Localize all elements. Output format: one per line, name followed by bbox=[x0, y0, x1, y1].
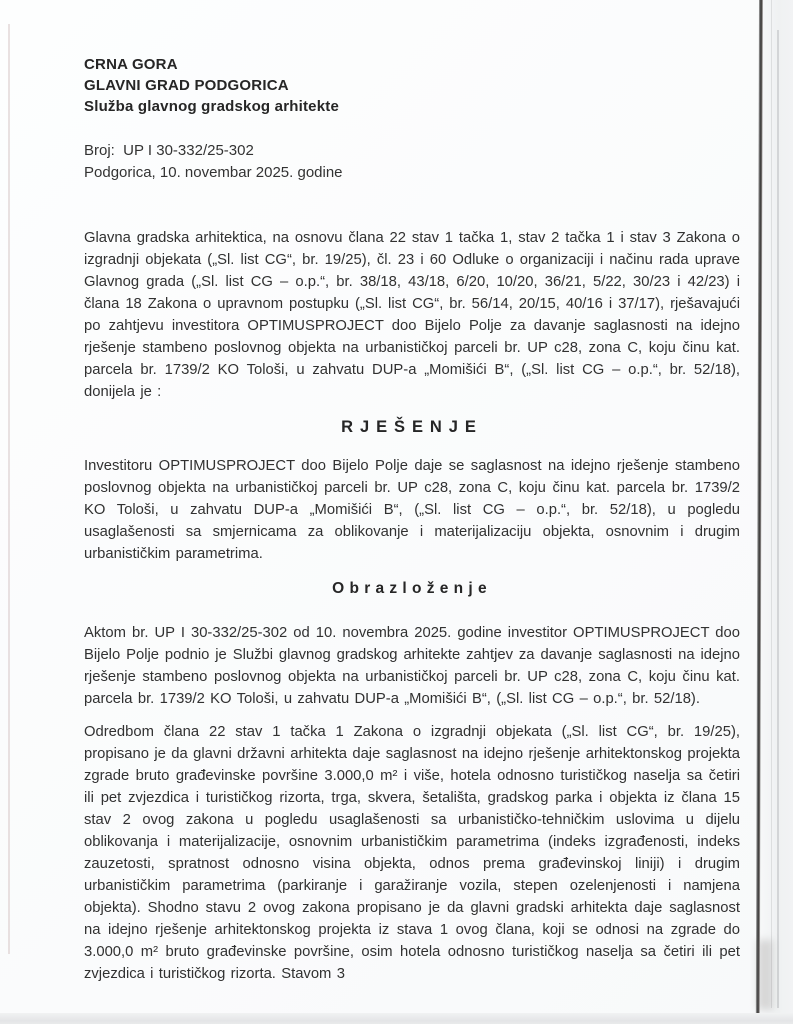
scan-edge-bottom-band bbox=[0, 1013, 793, 1024]
letterhead-city: GLAVNI GRAD PODGORICA bbox=[84, 77, 289, 94]
intro-paragraph: Glavna gradska arhitektica, na osnovu člana 22 stav 1 tačka 1, stav 2 tačka 1 i stav 3 Zakona o izgradnji objekata („Sl. list CG“, br. 19/25), čl. 23 i 60 Odluke o organizaciji i načinu rada uprave Glavnog grada („Sl. list CG – o.p.“, br. 38/18, 43/18, 6/20, 10/20, 36/21, 5/22, 30/23 i 42/23) i člana 18 Zakona o upravnom postupku („Sl. list CG“, br. 56/14, 20/15, 40/16 i 37/17), rješavajući po zahtjevu investitora OPTIMUSPROJECT doo Bijelo Polje za davanje saglasnosti na idejno rješenje stambeno poslovnog objekta na urbanističkoj parceli br. UP c28, zona C, koju činu kat. parcela br. 1739/2 KO Tološi, u zahvatu DUP-a „Momišići B“, („Sl. list CG – o.p.“, br. 52/18), donijela je : bbox=[84, 230, 740, 400]
document-content bbox=[84, 0, 740, 985]
scan-edge-hairline-2 bbox=[777, 30, 779, 1008]
scan-corner-smudge bbox=[757, 940, 773, 1010]
rationale-heading: Obrazloženje bbox=[332, 580, 492, 597]
decision-heading: RJEŠENJE bbox=[341, 418, 483, 436]
letterhead bbox=[84, 0, 740, 117]
reference-place-date: Podgorica, 10. novembar 2025. godine bbox=[84, 164, 343, 181]
letterhead-country: CRNA GORA bbox=[84, 56, 178, 73]
reference-block bbox=[84, 140, 740, 184]
letterhead-office: Služba glavnog gradskog arhitekte bbox=[84, 98, 339, 115]
scan-edge-left-line bbox=[8, 24, 10, 954]
rationale-paragraph-2: Odredbom člana 22 stav 1 tačka 1 Zakona o izgradnji objekata („Sl. list CG“, br. 19/25), propisano je da glavni državni arhitekta daje saglasnost na idejno rješenje arhitektonskog projekta zgrade bruto građevinske površine 3.000,0 m² i više, hotela odnosno turističkog naselja sa četiri ili pet zvjezdica i turističkog rizorta, trga, skvera, šetališta, gradskog parka i objekta iz člana 15 stav 2 ovog zakona u pogledu usaglašenosti sa urbanističko-tehničkim uslovima u dijelu oblikovanja i materijalizacije, osnovnim urbanističkim parametrima (indeks izgrađenosti, indeks zauzetosti, spratnost odnosno visina objekta, odnos prema građevinskoj liniji) i drugim urbanističkim parametrima (parkiranje i garažiranje vozila, stepen ozelenjenosti i namjena objekta). Shodno stavu 2 ovog zakona propisano je da glavni gradski arhitekta daje saglasnost na idejno rješenje arhitektonskog projekta iz stava 1 ovog člana, koji se odnosi na zgrade do 3.000,0 m² bruto građevinske površine, osim hotela odnosno turističkog naselja sa četiri ili pet zvjezdica i turističkog rizorta. Stavom 3 bbox=[84, 724, 740, 982]
reference-number: Broj: UP I 30-332/25-302 bbox=[84, 142, 254, 159]
decision-paragraph: Investitoru OPTIMUSPROJECT doo Bijelo Polje daje se saglasnost na idejno rješenje stambeno poslovnog objekta na urbanističkoj parceli br. UP c28, zona C, koju činu kat. parcela br. 1739/2 KO Tološi, u zahvatu DUP-a „Momišići B“, („Sl. list CG – o.p.“, br. 52/18), u pogledu usaglašenosti sa smjernicama za oblikovanje i materijalizaciju objekta, osnovnim i drugim urbanističkim parametrima. bbox=[84, 458, 740, 562]
scan-edge-hairline-1 bbox=[771, 0, 772, 1008]
rationale-paragraph-1: Aktom br. UP I 30-332/25-302 od 10. novembra 2025. godine investitor OPTIMUSPROJECT doo Bijelo Polje podnio je Službi glavnog gradskog arhitekte zahtjev za davanje saglasnosti na idejno rješenje stambeno poslovnog objekta na urbanističkoj parceli br. UP c28, zona C, koju činu kat. parcela br. 1739/2 KO Tološi, u zahvatu DUP-a „Momišići B“, („Sl. list CG – o.p.“, br. 52/18). bbox=[84, 625, 740, 707]
